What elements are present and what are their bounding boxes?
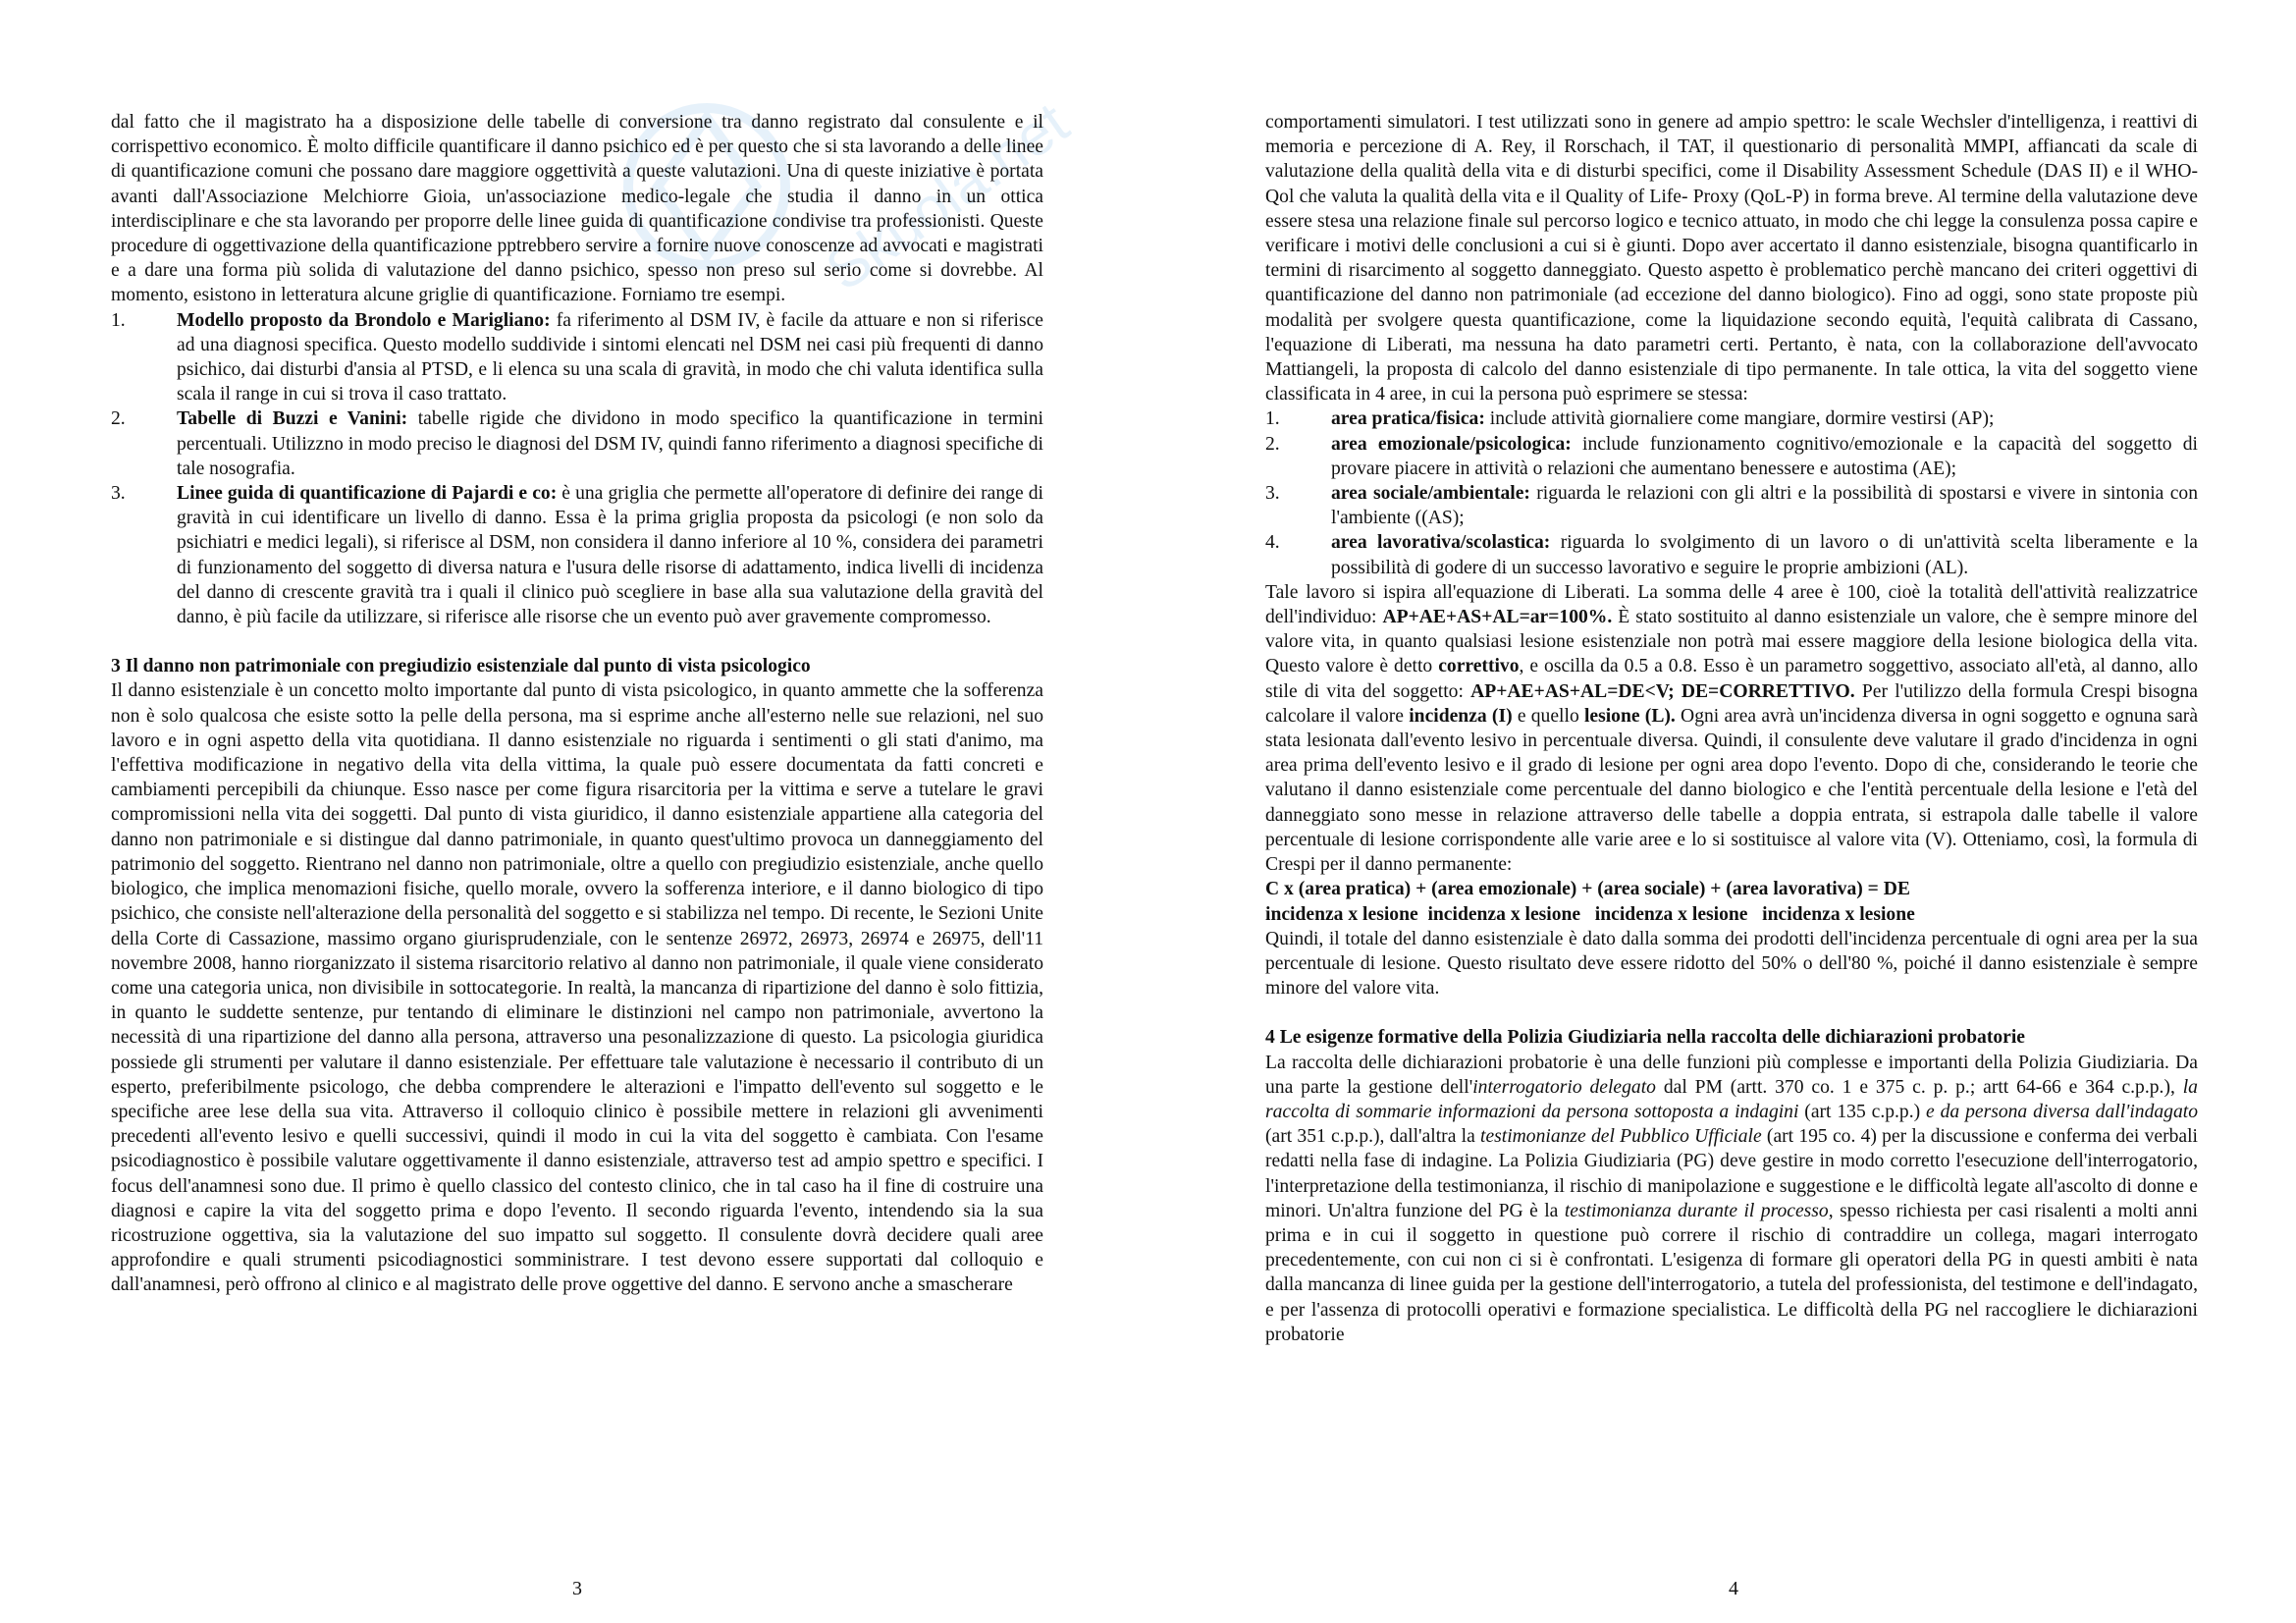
text-run: Tale lavoro si ispira all'equazione di Liberati. La somma delle 4 aree è 100, cioè la totalità dell'attività realizzatrice dell'individuo:	[1265, 581, 2198, 628]
item-text: riguarda le relazioni con gli altri e la possibilità di spostarsi e vivere in sintonia con l'ambiente ((AS);	[1331, 483, 2198, 529]
text-run: La raccolta delle dichiarazioni probatorie è una delle funzioni più complesse e importanti della Polizia Giudiziaria. Da una parte la gestione dell'	[1265, 1052, 2198, 1098]
item-text: include attività giornaliere come mangiare, dormire vestirsi (AP);	[1484, 408, 1995, 430]
item-title: area pratica/fisica:	[1331, 408, 1485, 430]
formula-inline: AP+AE+AS+AL=DE<V; DE=CORRETTIVO.	[1470, 680, 1855, 702]
item-number: 2.	[111, 408, 126, 430]
italic-run: interrogatorio delegato	[1472, 1076, 1656, 1098]
item-number: 1.	[1265, 408, 1280, 430]
italic-run: testimonianze del Pubblico Ufficiale	[1480, 1126, 1762, 1148]
paragraph: Quindi, il totale del danno esistenziale è dato dalla somma dei prodotti dell'incidenza percentuale di ogni area per la sua percentuale di lesione. Questo risultato deve essere ridotto del 50% o dell'80 %, poiché il danno esistenziale è sempre minore del valore vita.	[1265, 928, 2198, 1000]
text-run: (art 135 c.p.p.)	[1798, 1101, 1927, 1122]
text-run: (art 351 c.p.p.), dall'altra la	[1265, 1126, 1480, 1148]
right-page-text	[1265, 110, 2198, 1347]
item-number: 1.	[111, 309, 126, 331]
item-title: Modello proposto da Brondolo e Marigliano:	[177, 309, 551, 331]
italic-run: e da persona diversa dall'indagato	[1926, 1101, 2198, 1122]
text-run: , e oscilla da 0.5 a 0.8. Esso è un parametro soggettivo, associato all'età, al danno, allo stile di vita del soggetto:	[1265, 656, 2198, 702]
formula-inline: AP+AE+AS+AL=ar=100%.	[1382, 607, 1613, 628]
list-item	[1265, 530, 2198, 579]
item-title: Linee guida di quantificazione di Pajardi e co:	[177, 483, 558, 505]
watermark-text: Skuola.net	[814, 89, 1081, 303]
term-correttivo: correttivo	[1438, 656, 1520, 677]
item-number: 4.	[1265, 532, 1280, 554]
formula-line: incidenza x lesione incidenza x lesione incidenza x lesione incidenza x lesione	[1265, 903, 1915, 925]
list-item	[111, 481, 1043, 629]
text-run: dal PM (artt. 370 co. 1 e 375 c. p. p.; artt 64-66 e 364 c.p.p.),	[1655, 1076, 2183, 1098]
item-title: area emozionale/psicologica:	[1331, 433, 1572, 455]
page-number: 3	[572, 1578, 582, 1599]
section-heading: 4 Le esigenze formative della Polizia Giudiziaria nella raccolta delle dichiarazioni probatorie	[1265, 1027, 2026, 1049]
paragraph: dal fatto che il magistrato ha a disposizione delle tabelle di conversione tra danno registrato dal consulente e il corrispettivo economico. È molto difficile quantificare il danno psichico ed è per questo che si sta lavorando a delle linee di quantificazione comuni che possano dare maggiore oggettività a queste valutazioni. Una di queste iniziative è portata avanti dall'Associazione Melchiorre Gioia, un'associazione medico-legale che studia il danno in un ottica interdisciplinare e che sta lavorando per proporre delle linee guida di quantificazione condivise tra professionisti. Queste procedure di oggettivazione della quantificazione pptrebbero servire a fornire nuove conoscenze ad avvocati e magistrati e a dare una forma più solida di valutazione del danno psichico, spesso non preso sul serio come si dovrebbe. Al momento, esistono in letteratura alcune griglie di quantificazione. Forniamo tre esempi.	[111, 112, 1043, 306]
paragraph: comportamenti simulatori. I test utilizzati sono in genere ad ampio spettro: le scale Wechsler d'intelligenza, i reattivi di memoria e percezione di A. Rey, il Rorschach, il TAT, il questionario di personalità MMPI, affiancati da scale di valutazione della qualità della vita e di disturbi specifici, come il Disability Assessment Schedule (DAS II) e il WHO-Qol che valuta la qualità della vita e il Quality of Life- Proxy (QoL-P) in forma breve. Al termine della valutazione deve essere stesa una relazione finale sul percorso logico e tecnico attuato, in modo che chi legge la consulenza possa capire e verificare i motivi delle conclusioni a cui si è giunti. Dopo aver accertato il danno esistenziale, bisogna quantificarlo in termini di risarcimento al soggetto danneggiato. Questo aspetto è problematico perchè mancano dei criteri oggettivi di quantificazione del danno non patrimoniale (ad eccezione del danno biologico). Fino ad oggi, sono state proposte più modalità per svolgere questa quantificazione, come la liquidazione secondo equità, l'equità calibrata di Cassano, l'equazione di Liberati, ma nessuna ha dato parametri certi. Pertanto, è nata, con la collaborazione dell'avvocato Mattiangeli, la proposta di calcolo del danno esistenziale di tipo permanente. In tale ottica, la vita del soggetto viene classificata in 4 aree, in cui la persona può esprimere se stessa:	[1265, 112, 2198, 406]
item-number: 3.	[1265, 483, 1280, 505]
term-incidenza: incidenza (I)	[1409, 705, 1513, 727]
page-number: 4	[1729, 1578, 1738, 1599]
text-run: (art 195 co. 4) per la discussione e conferma dei verbali redatti nella fase di indagine. La Polizia Giudiziaria (PG) deve gestire in modo corretto l'esecuzione dell'interrogatorio, l'interpretazione della testimonianza, il rischio di manipolazione e suggestione e le difficoltà legate all'ascolto di donne e minori. Un'altra funzione del PG è la	[1265, 1126, 2199, 1221]
italic-run: testimonianza durante il processo	[1564, 1200, 1829, 1221]
item-text: tabelle rigide che dividono in modo specifico la quantificazione in termini percentuali. Utilizzno in modo preciso le diagnosi del DSM IV, quindi fanno riferimento a diagnosi specifiche di tale nosografia.	[177, 408, 1043, 479]
paragraph	[1265, 1051, 2198, 1347]
list-item	[111, 406, 1043, 481]
left-page-text	[111, 110, 1043, 1298]
item-text: fa riferimento al DSM IV, è facile da attuare e non si riferisce ad una diagnosi specifica. Questo modello suddivide i sintomi elencati nel DSM nei casi più frequenti di danno psichico, dai disturbi d'ansia al PTSD, e li elenca su una scala di gravità, in modo che chi valuta identifica sulla scala il range in cui si trova il caso trattato.	[177, 309, 1043, 406]
item-text: riguarda lo svolgimento di un lavoro o di un'attività scelta liberamente e la possibilità di godere di un successo lavorativo e seguire le proprie ambizioni (AL).	[1331, 532, 2198, 578]
text-run: È stato sostituito al danno esistenziale un valore, che è sempre minore del valore vita, in quanto qualsiasi lesione esistenziale non potrà mai essere maggiore della lesione biologica della vita. Questo valore è detto	[1265, 607, 2198, 677]
item-text: è una griglia che permette all'operatore di definire dei range di gravità in cui identificare un livello di danno. Essa è la prima griglia proposta da psicologi (e non solo da psichiatri e medici legali), si riferisce al DSM, non considera il danno inferiore al 10 %, considera dei parametri di funzionamento del soggetto di diversa natura e l'usura delle risorse di adattamento, indica livelli di incidenza del danno di crescente gravità tra i quali il clinico può scegliere in base alla sua valutazione della gravità del danno, è più facile da utilizzare, si riferisce alle risorse che un evento può aver gravemente compromesso.	[177, 483, 1043, 628]
list-item	[111, 308, 1043, 407]
formula-line: C x (area pratica) + (area emozionale) + (area sociale) + (area lavorativa) = DE	[1265, 879, 1910, 900]
item-title: Tabelle di Buzzi e Vanini:	[177, 408, 408, 430]
italic-run: la raccolta di sommarie informazioni da persona sottoposta a indagini	[1265, 1076, 2198, 1122]
term-lesione: lesione (L).	[1583, 705, 1676, 727]
item-title: area lavorativa/scolastica:	[1331, 532, 1551, 554]
item-text: include funzionamento cognitivo/emozionale e la capacità del soggetto di provare piacere in attività o relazioni che aumentano benessere e autostima (AE);	[1331, 433, 2198, 479]
text-run: , spesso richiesta per casi risalenti a molti anni prima e in cui il soggetto in questione può correre il rischio di contraddire un collega, magari interrogato precedentemente, con cui non ci si è confrontati. L'esigenza di formare gli operatori della PG in questi ambiti è nata dalla mancanza di linee guida per la gestione dell'interrogatorio, a tutela del professionista, del testimone e dell'indagato, e per l'assenza di protocolli operativi e formazione specialistica. Le difficoltà della PG nel raccogliere le dichiarazioni probatorie	[1265, 1200, 2198, 1345]
item-number: 2.	[1265, 433, 1280, 455]
section-heading: 3 Il danno non patrimoniale con pregiudizio esistenziale dal punto di vista psicologico	[111, 656, 811, 677]
paragraph	[1265, 580, 2198, 877]
paragraph: Il danno esistenziale è un concetto molto importante dal punto di vista psicologico, in quanto ammette che la sofferenza non è solo qualcosa che esiste sotto la pelle della persona, ma si esprime anche all'esterno nelle sue relazioni, nel suo lavoro e in ogni aspetto della vita quotidiana. Il danno esistenziale no riguarda i sentimenti o gli stati d'animo, ma l'effettiva modificazione in negativo della vita della vittima, la quale può essere documentata da fatti concreti e cambiamenti percepibili da chiunque. Esso nasce per come figura risarcitoria per la vittima e serve a tutelare le gravi compromissioni nella vita dei soggetti. Dal punto di vista giuridico, il danno esistenziale appartiene alla categoria del danno non patrimoniale e si distingue dal danno patrimoniale, in quanto quest'ultimo provoca un danneggiamento del patrimonio del soggetto. Rientrano nel danno non patrimoniale, oltre a quello con pregiudizio esistenziale, anche quello biologico, che implica menomazioni fisiche, quello morale, ovvero la sofferenza interiore, e il danno biologico di tipo psichico, che consiste nell'alterazione della personalità del soggetto e si stabilizza nel tempo. Di recente, le Sezioni Unite della Corte di Cassazione, massimo organo giurisprudenziale, con le sentenze 26972, 26973, 26974 e 26975, dell'11 novembre 2008, hanno riorganizzato il sistema risarcitorio relativo al danno non patrimoniale, il quale viene considerato come una categoria unica, non divisibile in sottocategorie. In realtà, la mancanza di ripartizione del danno è solo fittizia, in quanto le suddette sentenze, pur tentando di eliminare le distinzioni nel campo non patrimoniale, avvertono la necessità di una ripartizione del danno alla persona, attraverso una pesonalizzazione di questo. La psicologia giuridica possiede gli strumenti per valutare il danno esistenziale. Per effettuare tale valutazione è necessario il contributo di un esperto, preferibilmente psicologo, che debba comprendere le alterazioni e l'impatto dell'evento sul soggetto e le specifiche aree lese della sua vita. Attraverso il colloquio clinico è possibile mettere in relazioni gli avvenimenti precedenti all'evento lesivo e quelli successivi, quindi il modo in cui la vita del soggetto è cambiata. Con l'esame psicodiagnostico è possibile valutare oggettivamente il danno esistenziale, attraverso test ad ampio spettro e specifici. I focus dell'anamnesi sono due. Il primo è quello classico del contesto clinico, che in tal caso ha il fine di costruire una diagnosi e capire la vita del soggetto prima e dopo l'evento. Il secondo riguarda l'evento, intendendo sia la sua ricostruzione oggettiva, sia la valutazione del suo impatto sul soggetto. Il consulente dovrà decidere quali aree approfondire e quali strumenti psicodiagnostici somministrare. I test devono essere supportati dal colloquio e dall'anamnesi, però offrono al clinico e al magistrato delle prove oggettive del danno. E servono anche a smascherare	[111, 680, 1043, 1296]
list-item	[1265, 406, 2198, 431]
text-run: Ogni area avrà un'incidenza diversa in ogni soggetto e ognuna sarà stata lesionata dall'evento lesivo in percentuale diversa. Quindi, il consulente deve valutare il grado d'incidenza in ogni area prima dell'evento lesivo e il grado di lesione per ogni area dopo l'evento. Dopo di che, considerando le teorie che valutano il danno esistenziale come percentuale del danno biologico e che l'entità percentuale della lesione e l'età del danneggiato sono messe in relazione attraverso delle tabelle a doppia entrata, si estrapola dalle tabelle il valore percentuale di lesione corrispondente alle varie aree e lo si sostituisce al valore vita (V). Otteniamo, così, la formula di Crespi per il danno permanente:	[1265, 705, 2199, 876]
list-item	[1265, 432, 2198, 481]
text-run: Per l'utilizzo della formula Crespi bisogna calcolare il valore	[1265, 680, 2198, 727]
item-title: area sociale/ambientale:	[1331, 483, 1530, 505]
list-item	[1265, 481, 2198, 530]
item-number: 3.	[111, 483, 126, 505]
text-run: e quello	[1512, 705, 1584, 727]
